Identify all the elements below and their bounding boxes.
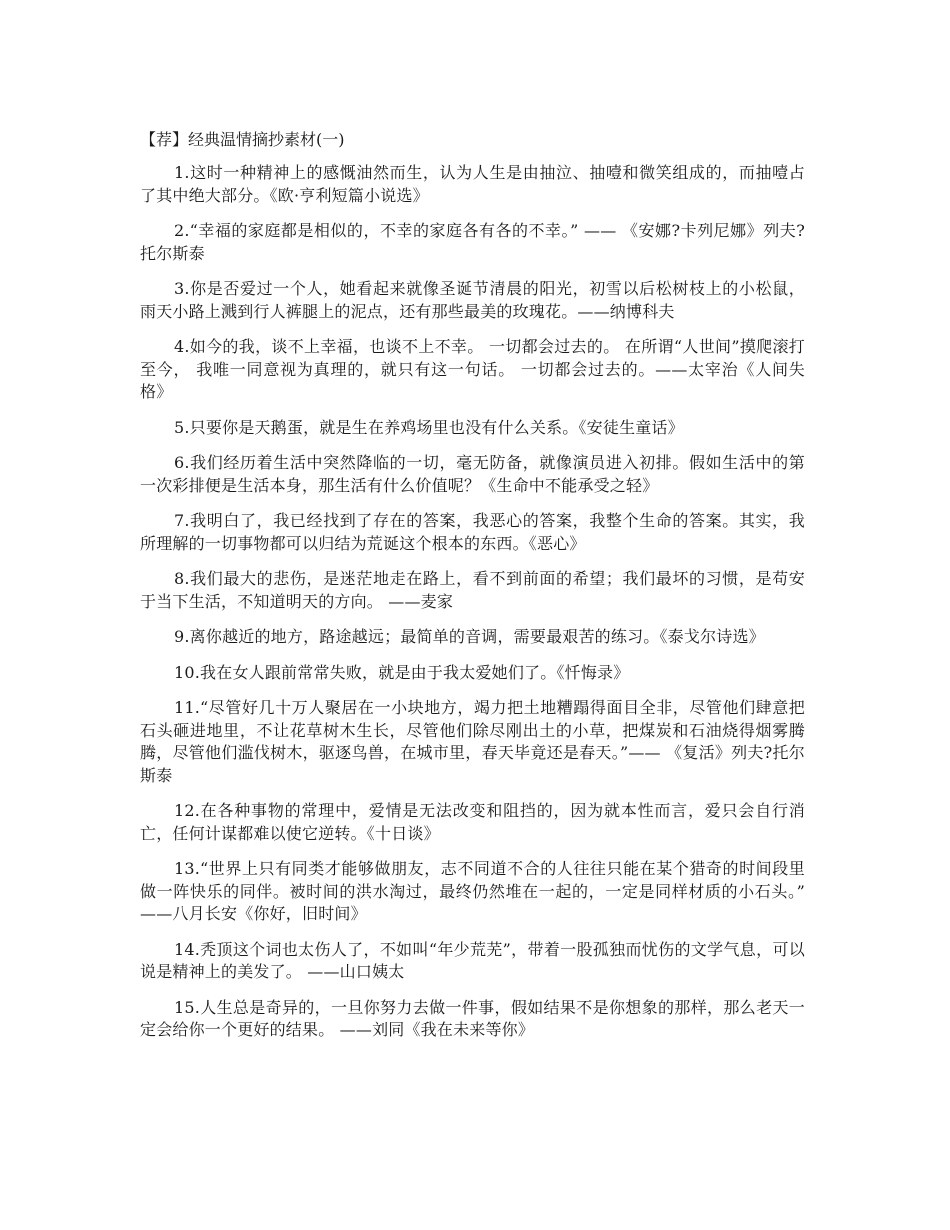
quote-entry-5: 5.只要你是天鹅蛋，就是生在养鸡场里也没有什么关系。《安徒生童话》 [174, 417, 684, 437]
quote-entry-12: 12.在各种事物的常理中，爱情是无法改变和阻挡的，因为就本性而言，爱只会自行消亡，任何计谋都难以使它逆转。《十日谈》 [140, 801, 805, 843]
quote-entry-1: 1.这时一种精神上的感慨油然而生，认为人生是由抽泣、抽噎和微笑组成的，而抽噎占了其中绝大部分。《欧·亨利短篇小说选》 [140, 163, 805, 205]
quote-entry-13: 13.“世界上只有同类才能够做朋友，志不同道不合的人往往只能在某个猎奇的时间段里做一阵快乐的同伴。被时间的洪水淘过，最终仍然堆在一起的，一定是同样材质的小石头。” ——八月长安《你好，旧时间》 [140, 859, 805, 923]
quote-entry-8: 8.我们最大的悲伤，是迷茫地走在路上，看不到前面的希望；我们最坏的习惯，是苟安于当下生活，不知道明天的方向。 ——麦家 [140, 569, 805, 611]
quote-entry-14: 14.秃顶这个词也太伤人了，不如叫“年少荒芜”，带着一股孤独而忧伤的文学气息，可以说是精神上的美发了。 ——山口姨太 [140, 939, 805, 981]
document-title: 【荐】经典温情摘抄素材(一) [140, 130, 345, 149]
quote-entry-2: 2.“幸福的家庭都是相似的，不幸的家庭各有各的不幸。” —— 《安娜?卡列尼娜》列夫?托尔斯泰 [140, 221, 805, 263]
quote-entry-6: 6.我们经历着生活中突然降临的一切，毫无防备，就像演员进入初排。假如生活中的第一次彩排便是生活本身，那生活有什么价值呢？《生命中不能承受之轻》 [140, 453, 805, 495]
quote-entry-10: 10.我在女人跟前常常失败，就是由于我太爱她们了。《忏悔录》 [174, 662, 630, 682]
quote-entry-3: 3.你是否爱过一个人，她看起来就像圣诞节清晨的阳光，初雪以后松树枝上的小松鼠，雨天小路上溅到行人裤腿上的泥点，还有那些最美的玫瑰花。——纳博科夫 [140, 279, 805, 321]
quote-entry-15: 15.人生总是奇异的，一旦你努力去做一件事，假如结果不是你想象的那样，那么老天一定会给你一个更好的结果。 ——刘同《我在未来等你》 [140, 997, 805, 1039]
quote-entry-11: 11.“尽管好几十万人聚居在一小块地方，竭力把土地糟蹋得面目全非，尽管他们肆意把石头砸进地里，不让花草树木生长，尽管他们除尽刚出土的小草，把煤炭和石油烧得烟雾腾腾，尽管他们滥伐树木，驱逐鸟兽，在城市里，春天毕竟还是春天。”—— 《复活》列夫?托尔斯泰 [140, 698, 805, 785]
quote-entry-9: 9.离你越近的地方，路途越远；最简单的音调，需要最艰苦的练习。《泰戈尔诗选》 [174, 627, 765, 646]
quote-entry-4: 4.如今的我，谈不上幸福，也谈不上不幸。 一切都会过去的。 在所谓“人世间”摸爬滚打至今， 我唯一同意视为真理的，就只有这一句话。 一切都会过去的。——太宰治《人间失格》 [140, 337, 805, 401]
quote-entry-7: 7.我明白了，我已经找到了存在的答案，我恶心的答案，我整个生命的答案。其实，我所理解的一切事物都可以归结为荒诞这个根本的东西。《恶心》 [140, 511, 805, 553]
